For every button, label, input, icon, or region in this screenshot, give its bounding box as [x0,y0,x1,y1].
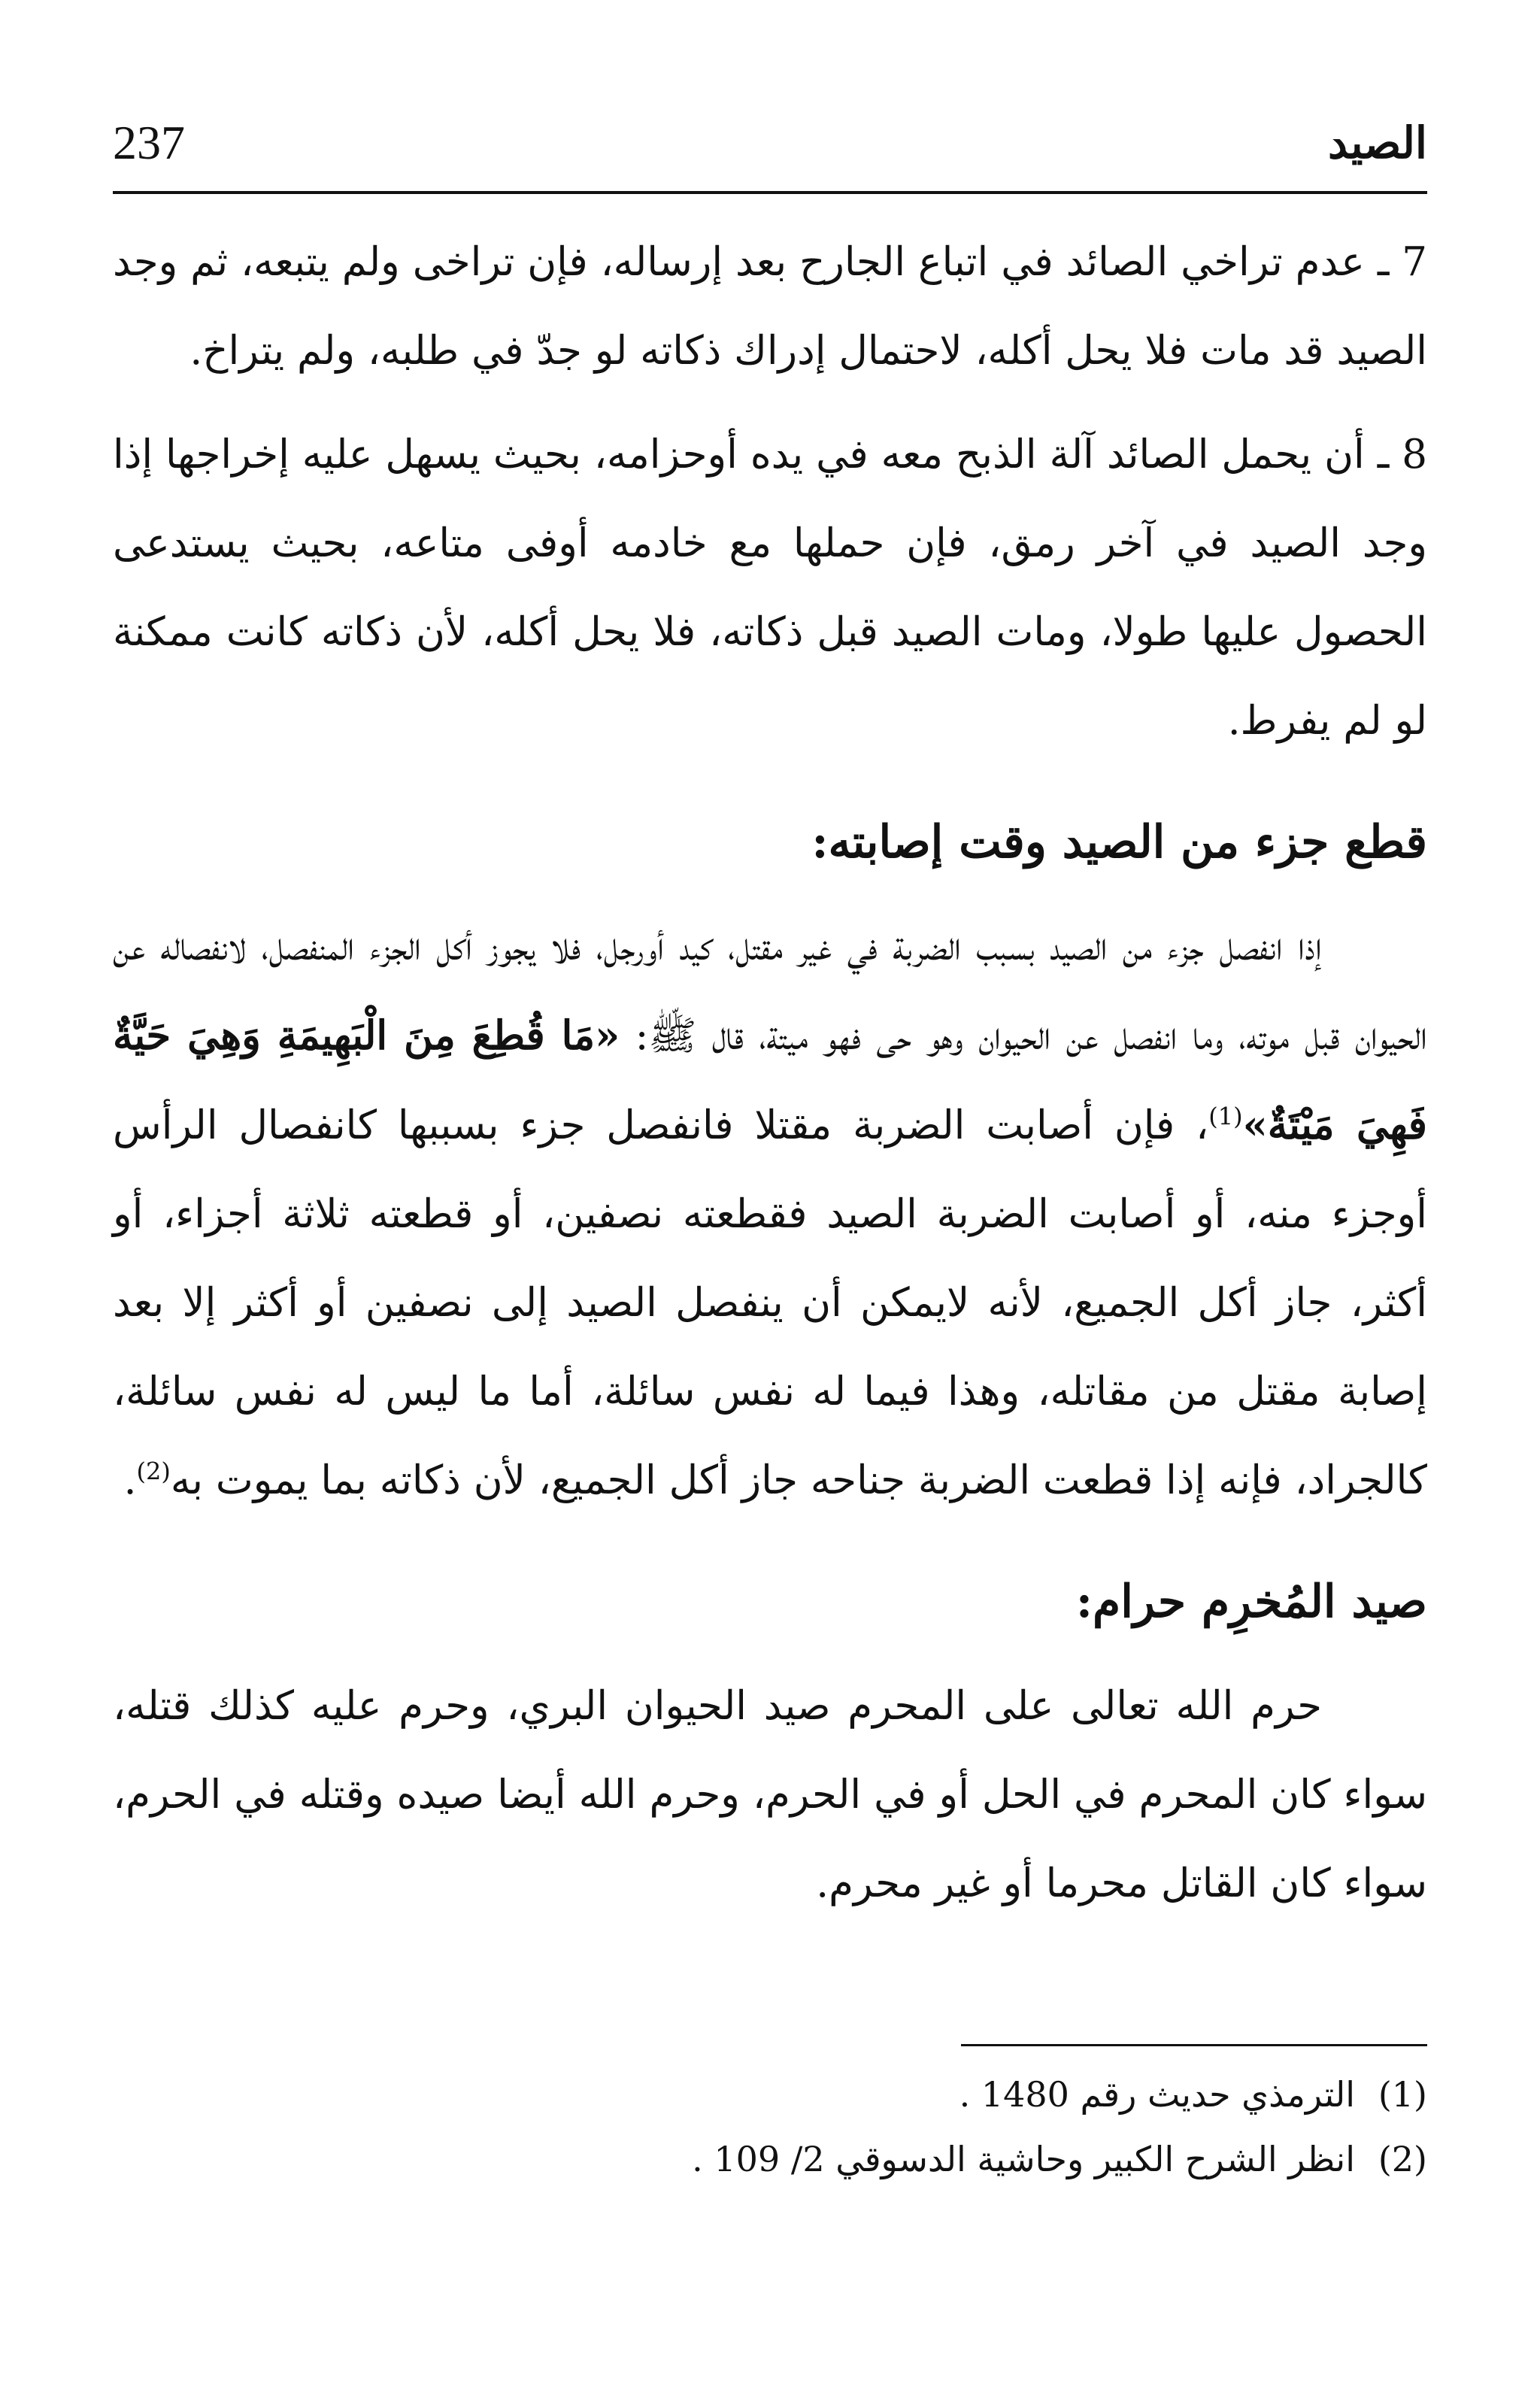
footnote-marker: (2) [1378,2139,1427,2179]
paragraph-muhrim: حرم الله تعالى على المحرم صيد الحيوان البري، وحرم عليه كذلك قتله، سواء كان المحرم في الحل أو في الحرم، وحرم الله أيضا صيده وقتله في الحرم، سواء كان القاتل محرما أو غير محرم. [113,1683,1427,1906]
running-title: الصيد [1327,117,1427,168]
footnote-2 [113,2127,1427,2191]
running-head [113,105,1427,180]
footnote-1 [113,2062,1427,2127]
list-item-8: 8 ـ أن يحمل الصائد آلة الذبح معه في يده أوحزامه، بحيث يسهل عليه إخراجها إذا وجد الصيد في آخر رمق، فإن حملها مع خادمه أوفى متاعه، بحيث يستدعى الحصول عليها طولا، ومات الصيد قبل ذكاته، فلا يحل أكله، لأن ذكاته كانت ممكنة لو لم يفرط. [113,432,1427,744]
paragraph-cut-part [113,902,1427,1525]
footnote-rule [961,2044,1427,2046]
page-body [113,218,1427,1928]
hadith-quote: «مَا قُطِعَ مِنَ الْبَهِيمَةِ وَهِيَ حَيَّةٌ فَهِيَ مَيْتَةٌ» [113,1012,1427,1148]
list-item-7: 7 ـ عدم تراخي الصائد في اتباع الجارح بعد إرساله، فإن تراخى ولم يتبعه، ثم وجد الصيد قد مات فلا يحل أكله، لاحتمال إدراك ذكاته لو جدّ في طلبه، ولم يتراخ. [113,239,1427,374]
footnote-ref-1[interactable]: (1) [1208,1102,1243,1131]
section-heading-cut-part: قطع جزء من الصيد وقت إصابته: [811,816,1427,869]
header-rule [113,191,1427,194]
footnote-marker: (1) [1378,2074,1427,2115]
footnote-ref-2[interactable]: (2) [136,1457,171,1486]
spacer [113,396,1427,411]
section-heading-muhrim: صيد المُخرِم حرام: [1075,1576,1427,1628]
paragraph-end: . [123,1457,137,1503]
footnote-text: انظر الشرح الكبير وحاشية الدسوقي 2/ 109 . [692,2139,1355,2179]
footnote-text: الترمذي حديث رقم 1480 . [959,2074,1355,2115]
footnotes [113,2062,1427,2191]
paragraph-text: إذا انفصل جزء من الصيد بسبب الضربة في غير مقتل، كيد أورجل، فلا يجوز أكل الجزء المنفصل، لانفصاله عن الحيوان قبل موته، وما انفصل عن الحيوان وهو حى فهو ميتة، قال ﷺ: [113,923,1427,1059]
page-number: 237 [113,116,185,169]
paragraph-text: ، فإن أصابت الضربة مقتلا فانفصل جزء بسببها كانفصال الرأس أوجزء منه، أو أصابت الضربة الصيد فقطعته نصفين، أو قطعته ثلاثة أجزاء، أو أكثر، جاز أكل الجميع، لأنه لايمكن أن ينفصل الصيد إلى نصفين أو أكثر إلا بعد إصابة مقتل من مقاتله، وهذا فيما له نفس سائلة، أما ما ليس له نفس سائلة، كالجراد، فإنه إذا قطعت الضربة جناحه جاز أكل الجميع، لأن ذكاته بما يموت به [113,1102,1427,1503]
